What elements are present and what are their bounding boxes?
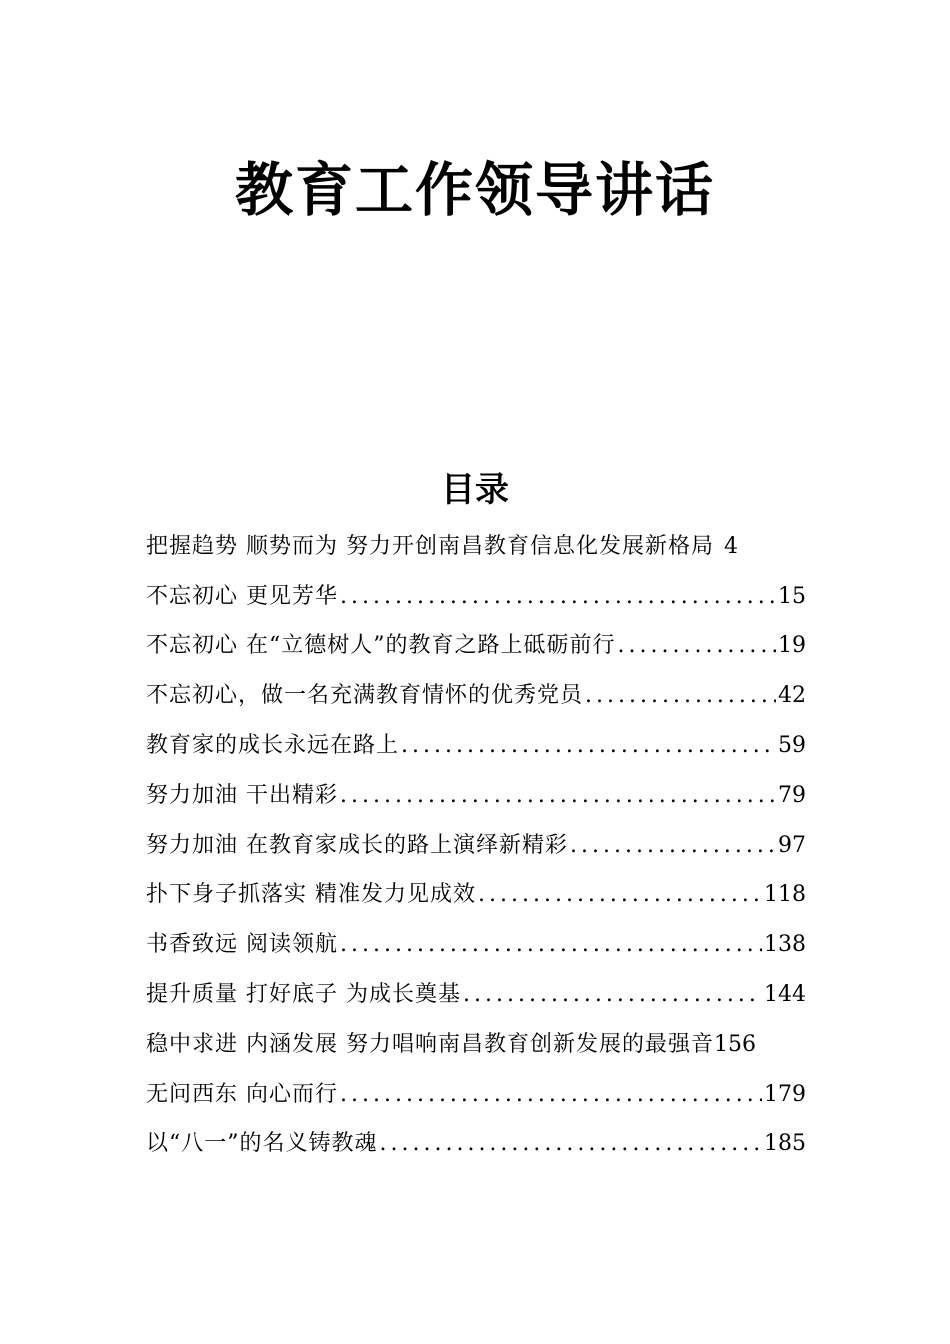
toc-dot-leader bbox=[340, 582, 776, 612]
toc-dot-leader bbox=[618, 631, 777, 661]
toc-entry-page: 15 bbox=[778, 583, 806, 609]
toc-entry-page: 185 bbox=[764, 1131, 806, 1157]
toc-entry-page: 179 bbox=[764, 1081, 806, 1107]
toc-entry-page: 19 bbox=[778, 633, 806, 659]
toc-entry-page: 97 bbox=[778, 832, 806, 858]
toc-entry-title: 无问西东 向心而行 bbox=[146, 1081, 338, 1107]
toc-dot-leader bbox=[340, 1080, 762, 1110]
toc-entry-title: 不忘初心，做一名充满教育情怀的优秀党员 bbox=[146, 683, 584, 709]
toc-dot-leader bbox=[340, 781, 776, 811]
toc-dot-leader bbox=[340, 930, 762, 960]
toc-entry-title: 教育家的成长永远在路上 bbox=[146, 733, 400, 759]
toc-entry-page: 79 bbox=[778, 782, 806, 808]
toc-entry-page: 118 bbox=[764, 882, 806, 908]
toc-entry-title: 努力加油 在教育家成长的路上演绎新精彩 bbox=[146, 832, 568, 858]
toc-entry-page: 42 bbox=[778, 683, 806, 709]
toc-dot-leader bbox=[463, 980, 762, 1010]
toc-entry-page: 144 bbox=[764, 982, 806, 1008]
document-title: 教育工作领导讲话 bbox=[234, 156, 715, 224]
toc-entry-title: 书香致远 阅读领航 bbox=[146, 932, 338, 958]
toc-entry[interactable] bbox=[146, 572, 806, 622]
toc-entry[interactable] bbox=[146, 821, 806, 871]
toc-entry-title: 努力加油 干出精彩 bbox=[146, 782, 338, 808]
toc-entry-page: 59 bbox=[778, 733, 806, 759]
toc-entry-title: 以“八一”的名义铸教魂 bbox=[146, 1131, 378, 1157]
toc-entry-title: 稳中求进 内涵发展 努力唱响南昌教育创新发展的最强音 bbox=[146, 1031, 714, 1057]
toc-entry-title: 把握趋势 顺势而为 努力开创南昌教育信息化发展新格局 bbox=[146, 533, 714, 559]
toc-entry[interactable] bbox=[146, 671, 806, 721]
toc-entry[interactable] bbox=[146, 771, 806, 821]
toc-entry[interactable] bbox=[146, 871, 806, 921]
toc-entry[interactable] bbox=[146, 920, 806, 970]
toc-dot-leader bbox=[585, 681, 776, 711]
toc-entry[interactable] bbox=[146, 1010, 806, 1070]
toc-entry-page: 4 bbox=[724, 533, 738, 559]
toc-dot-leader bbox=[401, 731, 776, 761]
toc-entry[interactable] bbox=[146, 522, 806, 572]
toc-entry-page: 138 bbox=[764, 932, 806, 958]
toc-entry-page: 156 bbox=[714, 1031, 756, 1057]
toc-entry[interactable] bbox=[146, 622, 806, 672]
toc-entry[interactable] bbox=[146, 1070, 806, 1120]
toc-entry-title: 不忘初心 在“立德树人”的教育之路上砥砺前行 bbox=[146, 633, 616, 659]
toc-entry-title: 提升质量 打好底子 为成长奠基 bbox=[146, 982, 461, 1008]
toc-dot-leader bbox=[478, 880, 762, 910]
table-of-contents bbox=[146, 522, 806, 1169]
toc-dot-leader bbox=[380, 1129, 763, 1159]
toc-dot-leader bbox=[570, 831, 776, 861]
toc-entry-title: 不忘初心 更见芳华 bbox=[146, 583, 338, 609]
toc-entry-title: 扑下身子抓落实 精准发力见成效 bbox=[146, 882, 476, 908]
toc-entry[interactable] bbox=[146, 721, 806, 771]
toc-heading: 目录 bbox=[441, 470, 509, 510]
toc-entry[interactable] bbox=[146, 1120, 806, 1170]
